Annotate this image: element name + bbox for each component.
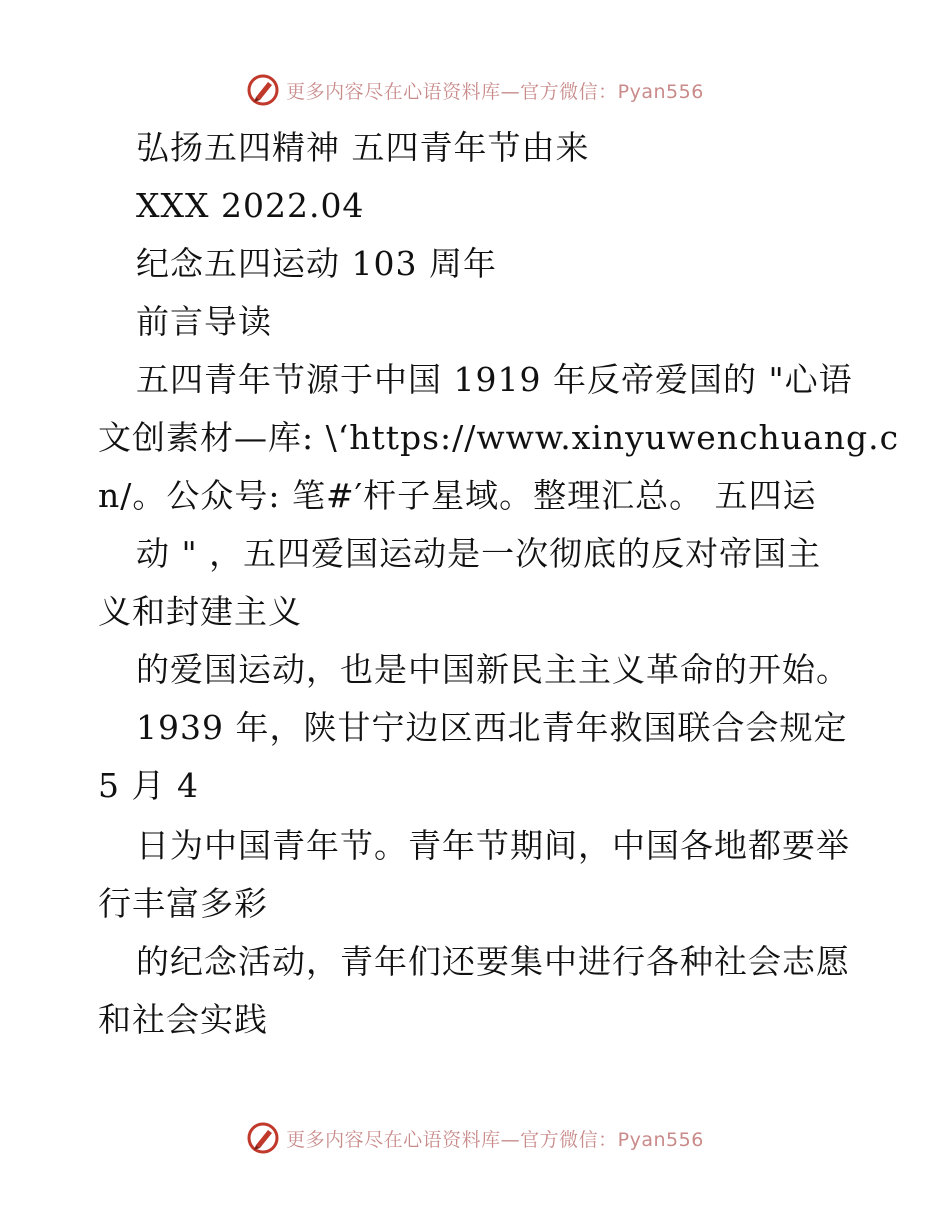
document-title: 弘扬五四精神 五四青年节由来 — [136, 128, 590, 167]
paragraph-line: 义和封建主义 — [98, 592, 302, 631]
paragraph-line: 行丰富多彩 — [98, 884, 268, 923]
pen-logo-icon — [246, 73, 280, 107]
subtitle-line: 纪念五四运动 103 周年 — [136, 244, 497, 283]
watermark-text: 更多内容尽在心语资料库—官方微信：Pyan556 — [286, 80, 704, 103]
author-date-line: XXX 2022.04 — [136, 186, 365, 225]
section-heading: 前言导读 — [136, 302, 272, 341]
paragraph-line: 和社会实践 — [98, 1000, 268, 1039]
header-watermark — [0, 70, 950, 110]
paragraph-line: 1939 年，陕甘宁边区西北青年救国联合会规定 — [136, 708, 848, 747]
paragraph-line: 日为中国青年节。青年节期间，中国各地都要举 — [136, 826, 850, 865]
paragraph-line: 五四青年节源于中国 1919 年反帝爱国的 "心语 — [136, 360, 853, 399]
paragraph-line: 文创素材—库: \‘https://www.xinyuwenchuang.c — [98, 418, 900, 457]
footer-watermark — [0, 1118, 950, 1158]
paragraph-line: 的爱国运动，也是中国新民主主义革命的开始。 — [136, 650, 850, 689]
paragraph-line: 的纪念活动，青年们还要集中进行各种社会志愿 — [136, 942, 850, 981]
watermark-text: 更多内容尽在心语资料库—官方微信：Pyan556 — [286, 1128, 704, 1151]
paragraph-line: n/。公众号: 笔#′杆子星域。整理汇总。 五四运 — [98, 476, 817, 515]
pen-logo-icon — [246, 1121, 280, 1155]
paragraph-line: 动 " ，五四爱国运动是一次彻底的反对帝国主 — [136, 534, 822, 573]
paragraph-line: 5 月 4 — [98, 766, 199, 805]
